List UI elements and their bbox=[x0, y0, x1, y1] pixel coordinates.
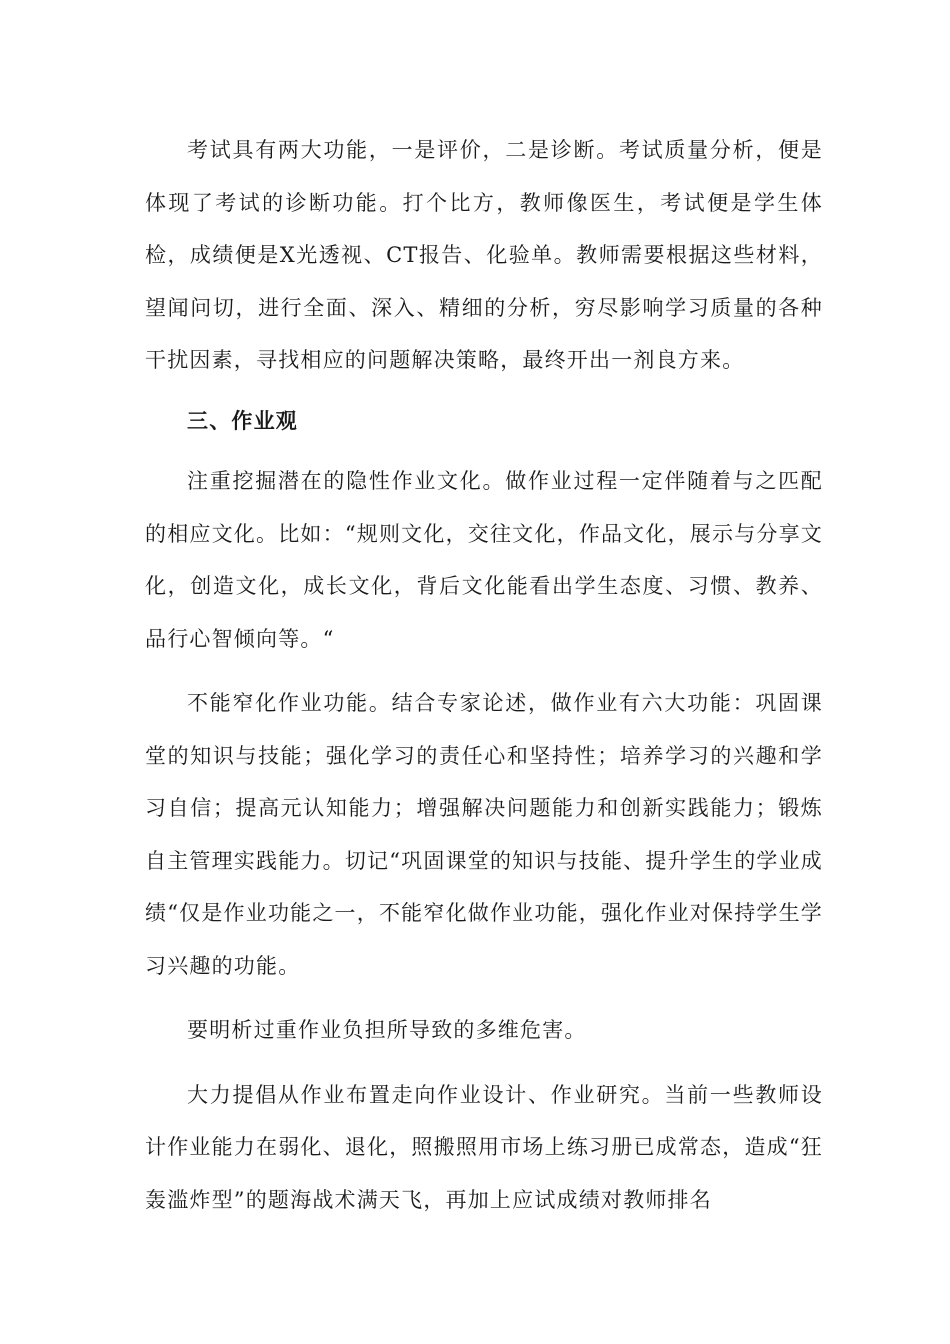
section-heading-homework-view: 三、作业观 bbox=[187, 407, 298, 433]
paragraph-homework-design: 大力提倡从作业布置走向作业设计、作业研究。当前一些教师设计作业能力在弱化、退化，照搬照用市场上练习册已成常态，造成“狂轰滥炸型”的题海战术满天飞，再加上应试成绩对教师排名 bbox=[145, 1082, 823, 1212]
paragraph-hidden-homework-culture: 注重挖掘潜在的隐性作业文化。做作业过程一定伴随着与之匹配的相应文化。比如：“规则文化，交往文化，作品文化，展示与分享文化，创造文化，成长文化，背后文化能看出学生态度、习惯、教养、品行心智倾向等。“ bbox=[145, 469, 823, 651]
paragraph-homework-functions: 不能窄化作业功能。结合专家论述，做作业有六大功能：巩固课堂的知识与技能；强化学习的责任心和坚持性；培养学习的兴趣和学习自信；提高元认知能力；增强解决问题能力和创新实践能力；锻炼自主管理实践能力。切记“巩固课堂的知识与技能、提升学生的学业成绩“仅是作业功能之一，不能窄化做作业功能，强化作业对保持学生学习兴趣的功能。 bbox=[145, 691, 823, 978]
paragraph-exam-functions: 考试具有两大功能，一是评价，二是诊断。考试质量分析，便是体现了考试的诊断功能。打个比方，教师像医生，考试便是学生体检，成绩便是X光透视、CT报告、化验单。教师需要根据这些材料，望闻问切，进行全面、深入、精细的分析，穷尽影响学习质量的各种干扰因素，寻找相应的问题解决策略，最终开出一剂良方来。 bbox=[145, 138, 823, 372]
paragraph-homework-burden: 要明析过重作业负担所导致的多维危害。 bbox=[187, 1018, 587, 1042]
document-body bbox=[145, 124, 823, 1226]
